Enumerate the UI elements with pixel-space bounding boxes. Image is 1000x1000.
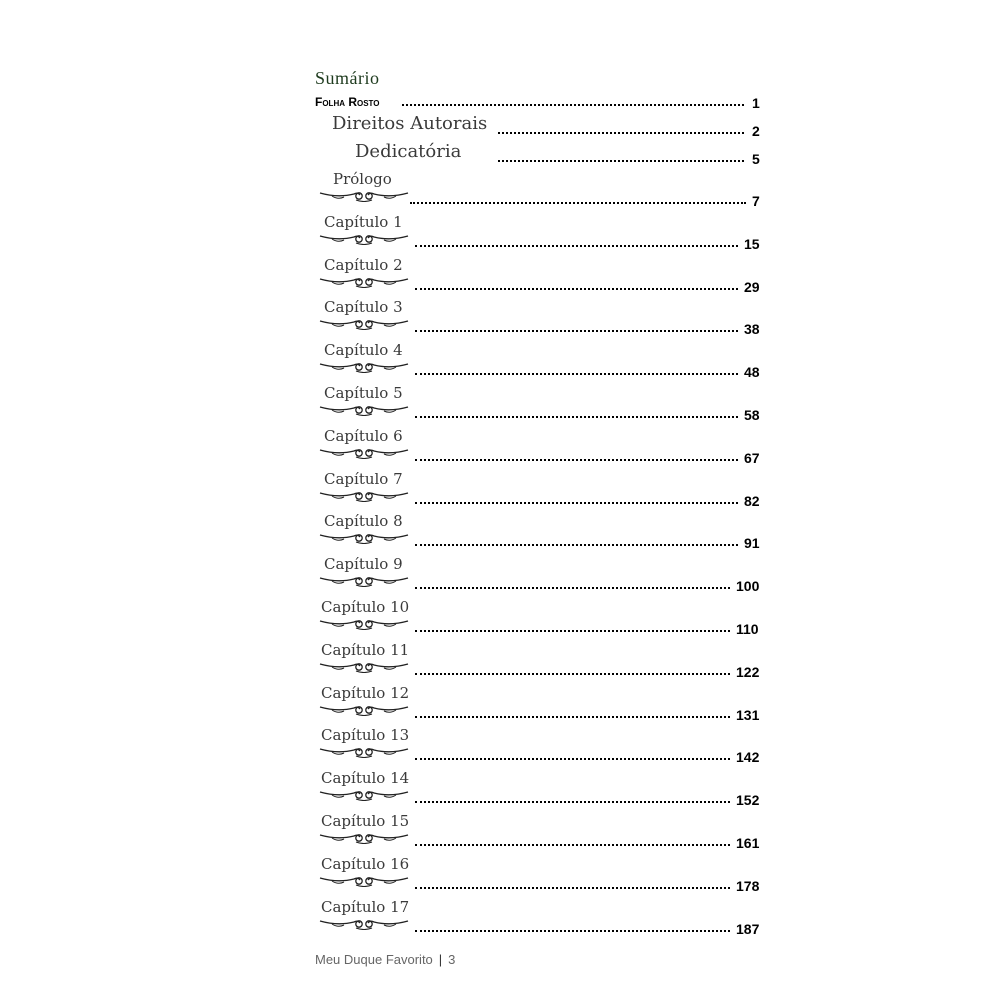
toc-entry-page: 161: [736, 835, 760, 851]
dot-leader: [415, 758, 730, 760]
flourish-ornament-icon: [318, 659, 410, 673]
toc-entry-label: Capítulo 1: [324, 212, 403, 231]
toc-entry-label: Direitos Autorais: [332, 113, 488, 134]
dot-leader: [415, 544, 738, 546]
toc-entry-page: 122: [736, 663, 760, 680]
dot-leader: [415, 844, 730, 846]
flourish-ornament-icon: [318, 316, 410, 330]
flourish-ornament-icon: [318, 916, 410, 930]
toc-entry-page: 7: [752, 193, 760, 209]
flourish-ornament-icon: [318, 488, 410, 502]
toc-entry-label: Capítulo 16: [321, 854, 410, 873]
toc-entry-label: Capítulo 9: [324, 555, 403, 574]
toc-entry-page: 152: [736, 792, 760, 809]
dot-leader: [415, 245, 738, 247]
toc-entry-page: 5: [752, 151, 760, 167]
dot-leader: [410, 202, 746, 204]
toc-entry-label: Capítulo 3: [324, 298, 403, 317]
flourish-ornament-icon: [318, 744, 410, 758]
toc-entry-label: Capítulo 13: [321, 726, 410, 745]
toc-entry-label: Capítulo 5: [324, 384, 403, 402]
toc-entry-page: 29: [744, 278, 760, 295]
dot-leader: [415, 801, 730, 803]
footer-book-title: Meu Duque Favorito: [315, 952, 433, 967]
dot-leader: [415, 716, 730, 718]
flourish-ornament-icon: [318, 616, 410, 630]
dot-leader: [498, 160, 744, 162]
toc-entry-page: 131: [736, 706, 760, 723]
dot-leader: [415, 502, 738, 504]
dot-leader: [415, 373, 738, 375]
toc-entry-page: 1: [752, 95, 760, 111]
toc-entry-page: 100: [736, 578, 760, 595]
toc-entry-label: Capítulo 17: [321, 897, 410, 916]
toc-entry-label: Capítulo 6: [324, 426, 403, 445]
flourish-ornament-icon: [318, 573, 410, 587]
dot-leader: [402, 104, 744, 106]
flourish-ornament-icon: [318, 873, 410, 887]
toc-entry-label: Dedicatória: [355, 141, 462, 162]
dot-leader: [415, 630, 730, 632]
toc-entry-label: Capítulo 14: [321, 769, 410, 788]
toc-entry-label: Capítulo 2: [324, 255, 403, 274]
flourish-ornament-icon: [318, 530, 410, 544]
toc-entry-label: Capítulo 7: [324, 469, 403, 488]
dot-leader: [415, 587, 730, 589]
toc-entry-page: 82: [744, 492, 760, 509]
toc-entry-page: 187: [736, 920, 760, 937]
toc-entry-label: Capítulo 4: [324, 341, 403, 360]
flourish-ornament-icon: [318, 445, 410, 459]
toc-entry-page: 58: [744, 407, 760, 423]
flourish-ornament-icon: [318, 787, 410, 801]
page-footer: [315, 952, 455, 967]
toc-entry-page: 67: [744, 449, 760, 466]
dot-leader: [415, 673, 730, 675]
toc-entry-label: Capítulo 12: [321, 683, 410, 702]
toc-entry-label: Prólogo: [333, 170, 392, 188]
flourish-ornament-icon: [318, 231, 410, 245]
toc-entry-page: 110: [736, 621, 759, 637]
dot-leader: [415, 330, 738, 332]
toc-entry-label: Capítulo 11: [321, 640, 410, 659]
footer-separator: |: [438, 952, 443, 967]
toc-entry-page: 2: [752, 123, 760, 139]
toc-entry-page: 48: [744, 364, 760, 381]
footer-page-number: 3: [448, 952, 456, 967]
flourish-ornament-icon: [318, 702, 410, 716]
flourish-ornament-icon: [318, 830, 410, 844]
toc-entry-page: 142: [736, 749, 760, 766]
flourish-ornament-icon: [318, 188, 410, 202]
dot-leader: [415, 459, 738, 461]
toc-entry-page: 91: [744, 535, 760, 552]
flourish-ornament-icon: [318, 359, 410, 373]
flourish-ornament-icon: [318, 402, 410, 416]
toc-entry-label: Capítulo 8: [324, 512, 403, 531]
page-title: Sumário: [315, 68, 380, 88]
flourish-ornament-icon: [318, 274, 410, 288]
dot-leader: [415, 930, 730, 932]
dot-leader: [498, 132, 744, 134]
dot-leader: [415, 288, 738, 290]
toc-entry-page: 38: [744, 321, 760, 338]
toc-entry-page: 15: [744, 235, 760, 252]
toc-entry-label: Capítulo 10: [321, 598, 410, 616]
dot-leader: [415, 416, 738, 418]
toc-entry-page: 178: [736, 877, 760, 894]
toc-entry-label: Capítulo 15: [321, 812, 410, 830]
dot-leader: [415, 887, 730, 889]
toc-entry-label: Folha Rosto: [315, 95, 380, 109]
